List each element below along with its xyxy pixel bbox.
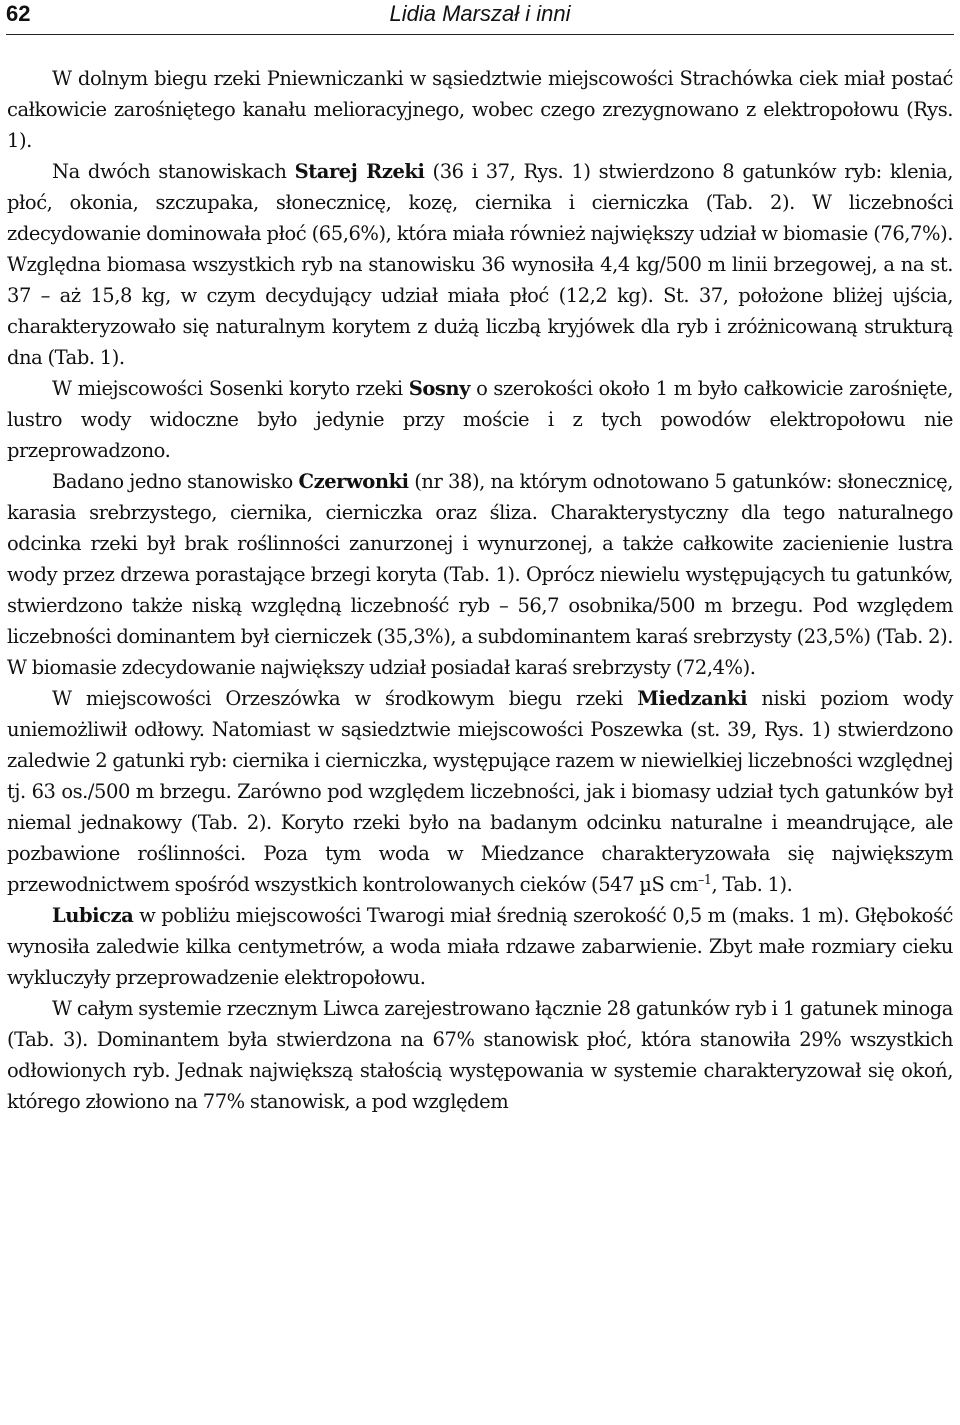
paragraph-miedzanka	[7, 683, 953, 900]
paragraph-liwiec-system: W całym systemie rzecznym Liwca zarejestrowano łącznie 28 gatunków ryb i 1 gatunek minoga (Tab. 3). Dominantem była stwierdzona na 67% stanowisk płoć, która stanowiła 29% wszystkich odłowionych ryb. Jednak największą stałością występowania w systemie charakteryzował się okoń, którego złowiono na 77% stanowisk, a pod względem	[7, 997, 953, 1113]
paragraph-stara-rzeka	[7, 156, 953, 373]
paragraph-text: niski poziom wody uniemożliwił odłowy. Natomiast w sąsiedztwie miejscowości Poszewka (st. 39, Rys. 1) stwierdzono zaledwie 2 gatunki ryb: ciernika i cierniczka, występujące razem w niewielkiej liczebności względnej tj. 63 os./500 m brzegu. Zarówno pod względem liczebności, jak i biomasy udział tych gatunków był niemal jednakowy (Tab. 2). Koryto rzeki było na badanym odcinku naturalne i meandrujące, ale pozbawione roślinności. Poza tym woda w Miedzance charakteryzowała się największym przewodnictwem spośród wszystkich kontrolowanych cieków (547 µS cm	[7, 687, 953, 896]
river-name-sosna: Sosny	[408, 377, 471, 400]
paragraph-text: , Tab. 1).	[711, 873, 793, 896]
paragraph-text: (nr 38), na którym odnotowano 5 gatunków: słonecznicę, karasia srebrzystego, ciernika, cierniczka oraz śliza. Charakterystyczny dla tego naturalnego odcinka rzeki był brak roślinności zanurzonej i wynurzonej, a także całkowite zacienienie lustra wody przez drzewa porastające brzegi koryta (Tab. 1). Oprócz niewielu występujących tu gatunków, stwierdzono także niską względną liczebność ryb – 56,7 osobnika/500 m brzegu. Pod względem liczebności dominantem był cierniczek (35,3%), a subdominantem karaś srebrzysty (23,5%) (Tab. 2). W biomasie zdecydowanie największy udział posiadał karaś srebrzysty (72,4%).	[7, 470, 953, 679]
paragraph-czerwonka	[7, 466, 953, 683]
river-name-stara-rzeka: Starej Rzeki	[294, 160, 425, 183]
superscript-exponent: –1	[698, 872, 712, 888]
paragraph-pniewniczanka: W dolnym biegu rzeki Pniewniczanki w sąsiedztwie miejscowości Strachówka ciek miał postać całkowicie zarośniętego kanału melioracyjnego, wobec czego zrezygnowano z elektropołowu (Rys. 1).	[7, 67, 953, 152]
paragraph-lubicza	[7, 900, 953, 993]
river-name-lubicza: Lubicza	[52, 904, 134, 927]
river-name-miedzanka: Miedzanki	[637, 687, 748, 710]
paragraph-text: Na dwóch stanowiskach	[52, 160, 295, 183]
paragraph-text: W miejscowości Sosenki koryto rzeki	[52, 377, 409, 400]
page-number: 62	[6, 1, 31, 26]
paragraph-text: W miejscowości Orzeszówka w środkowym biegu rzeki	[52, 687, 638, 710]
paragraph-text: (36 i 37, Rys. 1) stwierdzono 8 gatunków ryb: klenia, płoć, okonia, szczupaka, słonecznicę, kozę, ciernika i cierniczka (Tab. 2). W liczebności zdecydowanie dominowała płoć (65,6%), która miała również największy udział w biomasie (76,7%). Względna biomasa wszystkich ryb na stanowisku 36 wynosiła 4,4 kg/500 m linii brzegowej, a na st. 37 – aż 15,8 kg, w czym decydujący udział miała płoć (12,2 kg). St. 37, położone bliżej ujścia, charakteryzowało się naturalnym korytem z dużą liczbą kryjówek dla ryb i zróżnicowaną strukturą dna (Tab. 1).	[7, 160, 953, 369]
running-head: Lidia Marszał i inni	[389, 1, 571, 26]
river-name-czerwonka: Czerwonki	[298, 470, 409, 493]
paragraph-text: Badano jedno stanowisko	[52, 470, 299, 493]
paragraph-sosna	[7, 373, 953, 466]
paragraph-text: w pobliżu miejscowości Twarogi miał średnią szerokość 0,5 m (maks. 1 m). Głębokość wynosiła zaledwie kilka centymetrów, a woda miała rdzawe zabarwienie. Zbyt małe rozmiary cieku wykluczyły przeprowadzenie elektropołowu.	[7, 904, 953, 989]
paragraph-text: o szerokości około 1 m było całkowicie zarośnięte, lustro wody widoczne było jedynie przy moście i z tych powodów elektropołowu nie przeprowadzono.	[7, 377, 953, 462]
page-body	[7, 63, 953, 1117]
page-header	[6, 0, 954, 35]
